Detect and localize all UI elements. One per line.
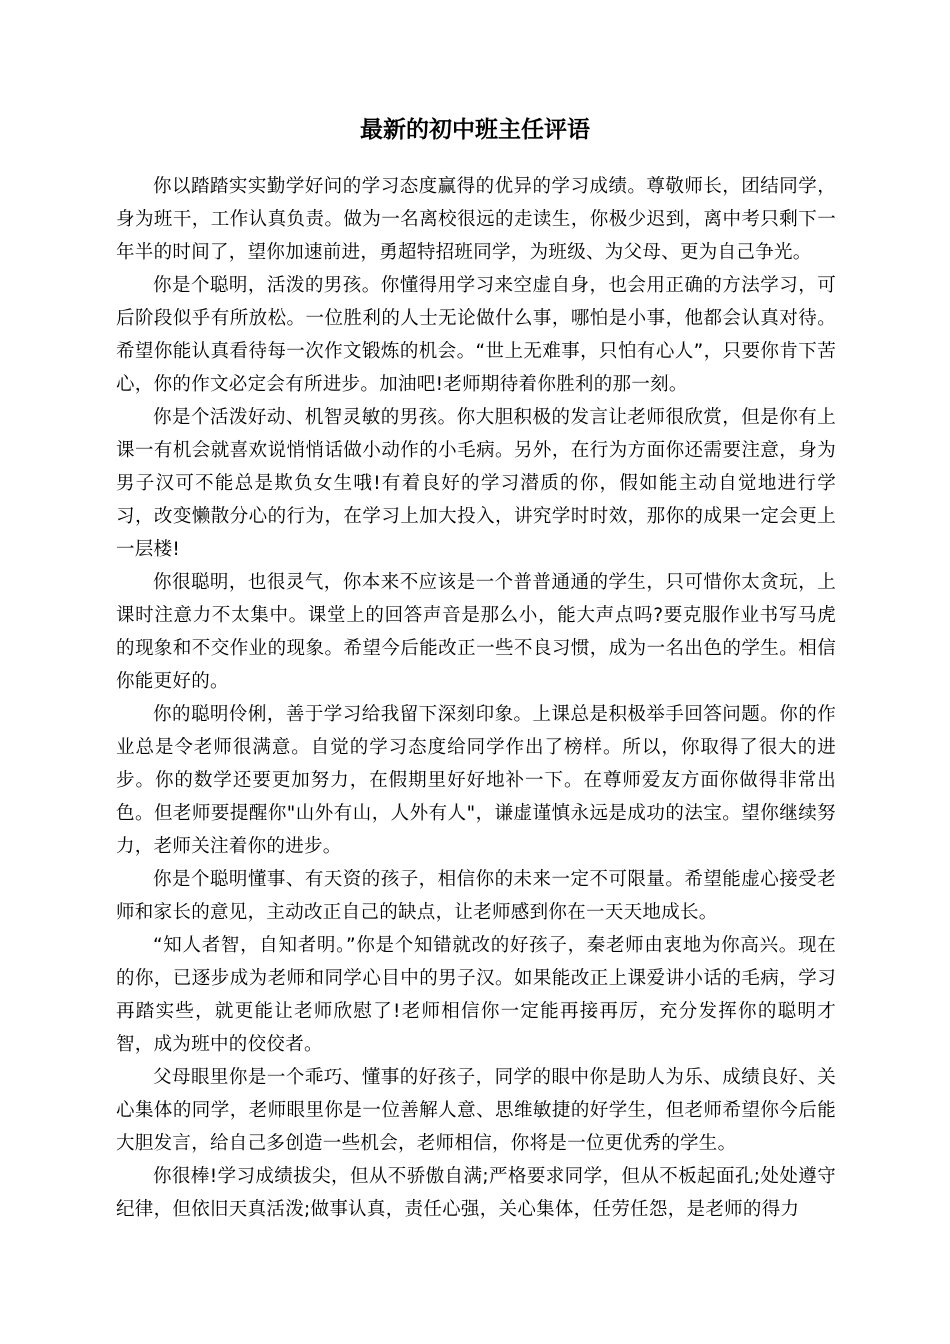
comment-paragraph-6: 你是个聪明懂事、有天资的孩子，相信你的未来一定不可限量。希望能虚心接受老师和家长的意见，主动改正自己的缺点，让老师感到你在一天天地成长。: [116, 869, 836, 923]
document-title: 最新的初中班主任评语: [360, 117, 590, 143]
comment-paragraph-2: 你是个聪明，活泼的男孩。你懂得用学习来空虚自身，也会用正确的方法学习，可后阶段似乎有所放松。一位胜利的人士无论做什么事，哪怕是小事，他都会认真对待。希望你能认真看待每一次作文锻炼的机会。“世上无难事，只怕有心人”，只要你肯下苦心，你的作文必定会有所进步。加油吧!老师期待着你胜利的那一刻。: [116, 275, 836, 395]
comment-paragraph-1: 你以踏踏实实勤学好问的学习态度赢得的优异的学习成绩。尊敬师长，团结同学，身为班干，工作认真负责。做为一名离校很远的走读生，你极少迟到，离中考只剩下一年半的时间了，望你加速前进，勇超特招班同学，为班级、为父母、更为自己争光。: [116, 176, 836, 263]
comment-paragraph-5: 你的聪明伶俐，善于学习给我留下深刻印象。上课总是积极举手回答问题。你的作业总是令老师很满意。自觉的学习态度给同学作出了榜样。所以，你取得了很大的进步。你的数学还要更加努力，在假期里好好地补一下。在尊师爱友方面你做得非常出色。但老师要提醒你"山外有山，人外有人"，谦虚谨慎永远是成功的法宝。望你继续努力，老师关注着你的进步。: [116, 704, 836, 857]
comment-paragraph-4: 你很聪明，也很灵气，你本来不应该是一个普普通通的学生，只可惜你太贪玩，上课时注意力不太集中。课堂上的回答声音是那么小，能大声点吗?要克服作业书写马虎的现象和不交作业的现象。希望今后能改正一些不良习惯，成为一名出色的学生。相信你能更好的。: [116, 572, 836, 692]
document-body: [116, 170, 836, 1226]
comment-paragraph-9: 你很棒!学习成绩拔尖，但从不骄傲自满;严格要求同学，但从不板起面孔;处处遵守纪律，但依旧天真活泼;做事认真，责任心强，关心集体，任劳任怨，是老师的得力: [116, 1166, 836, 1220]
comment-paragraph-8: 父母眼里你是一个乖巧、懂事的好孩子，同学的眼中你是助人为乐、成绩良好、关心集体的同学，老师眼里你是一位善解人意、思维敏捷的好学生，但老师希望你今后能大胆发言，给自己多创造一些机会，老师相信，你将是一位更优秀的学生。: [116, 1067, 836, 1154]
comment-paragraph-7: “知人者智，自知者明。”你是个知错就改的好孩子，秦老师由衷地为你高兴。现在的你，已逐步成为老师和同学心目中的男子汉。如果能改正上课爱讲小话的毛病，学习再踏实些，就更能让老师欣慰了!老师相信你一定能再接再厉，充分发挥你的聪明才智，成为班中的佼佼者。: [116, 935, 836, 1055]
comment-paragraph-3: 你是个活泼好动、机智灵敏的男孩。你大胆积极的发言让老师很欣赏，但是你有上课一有机会就喜欢说悄悄话做小动作的小毛病。另外，在行为方面你还需要注意，身为男子汉可不能总是欺负女生哦!有着良好的学习潜质的你，假如能主动自觉地进行学习，改变懒散分心的行为，在学习上加大投入，讲究学时时效，那你的成果一定会更上一层楼!: [116, 407, 836, 560]
